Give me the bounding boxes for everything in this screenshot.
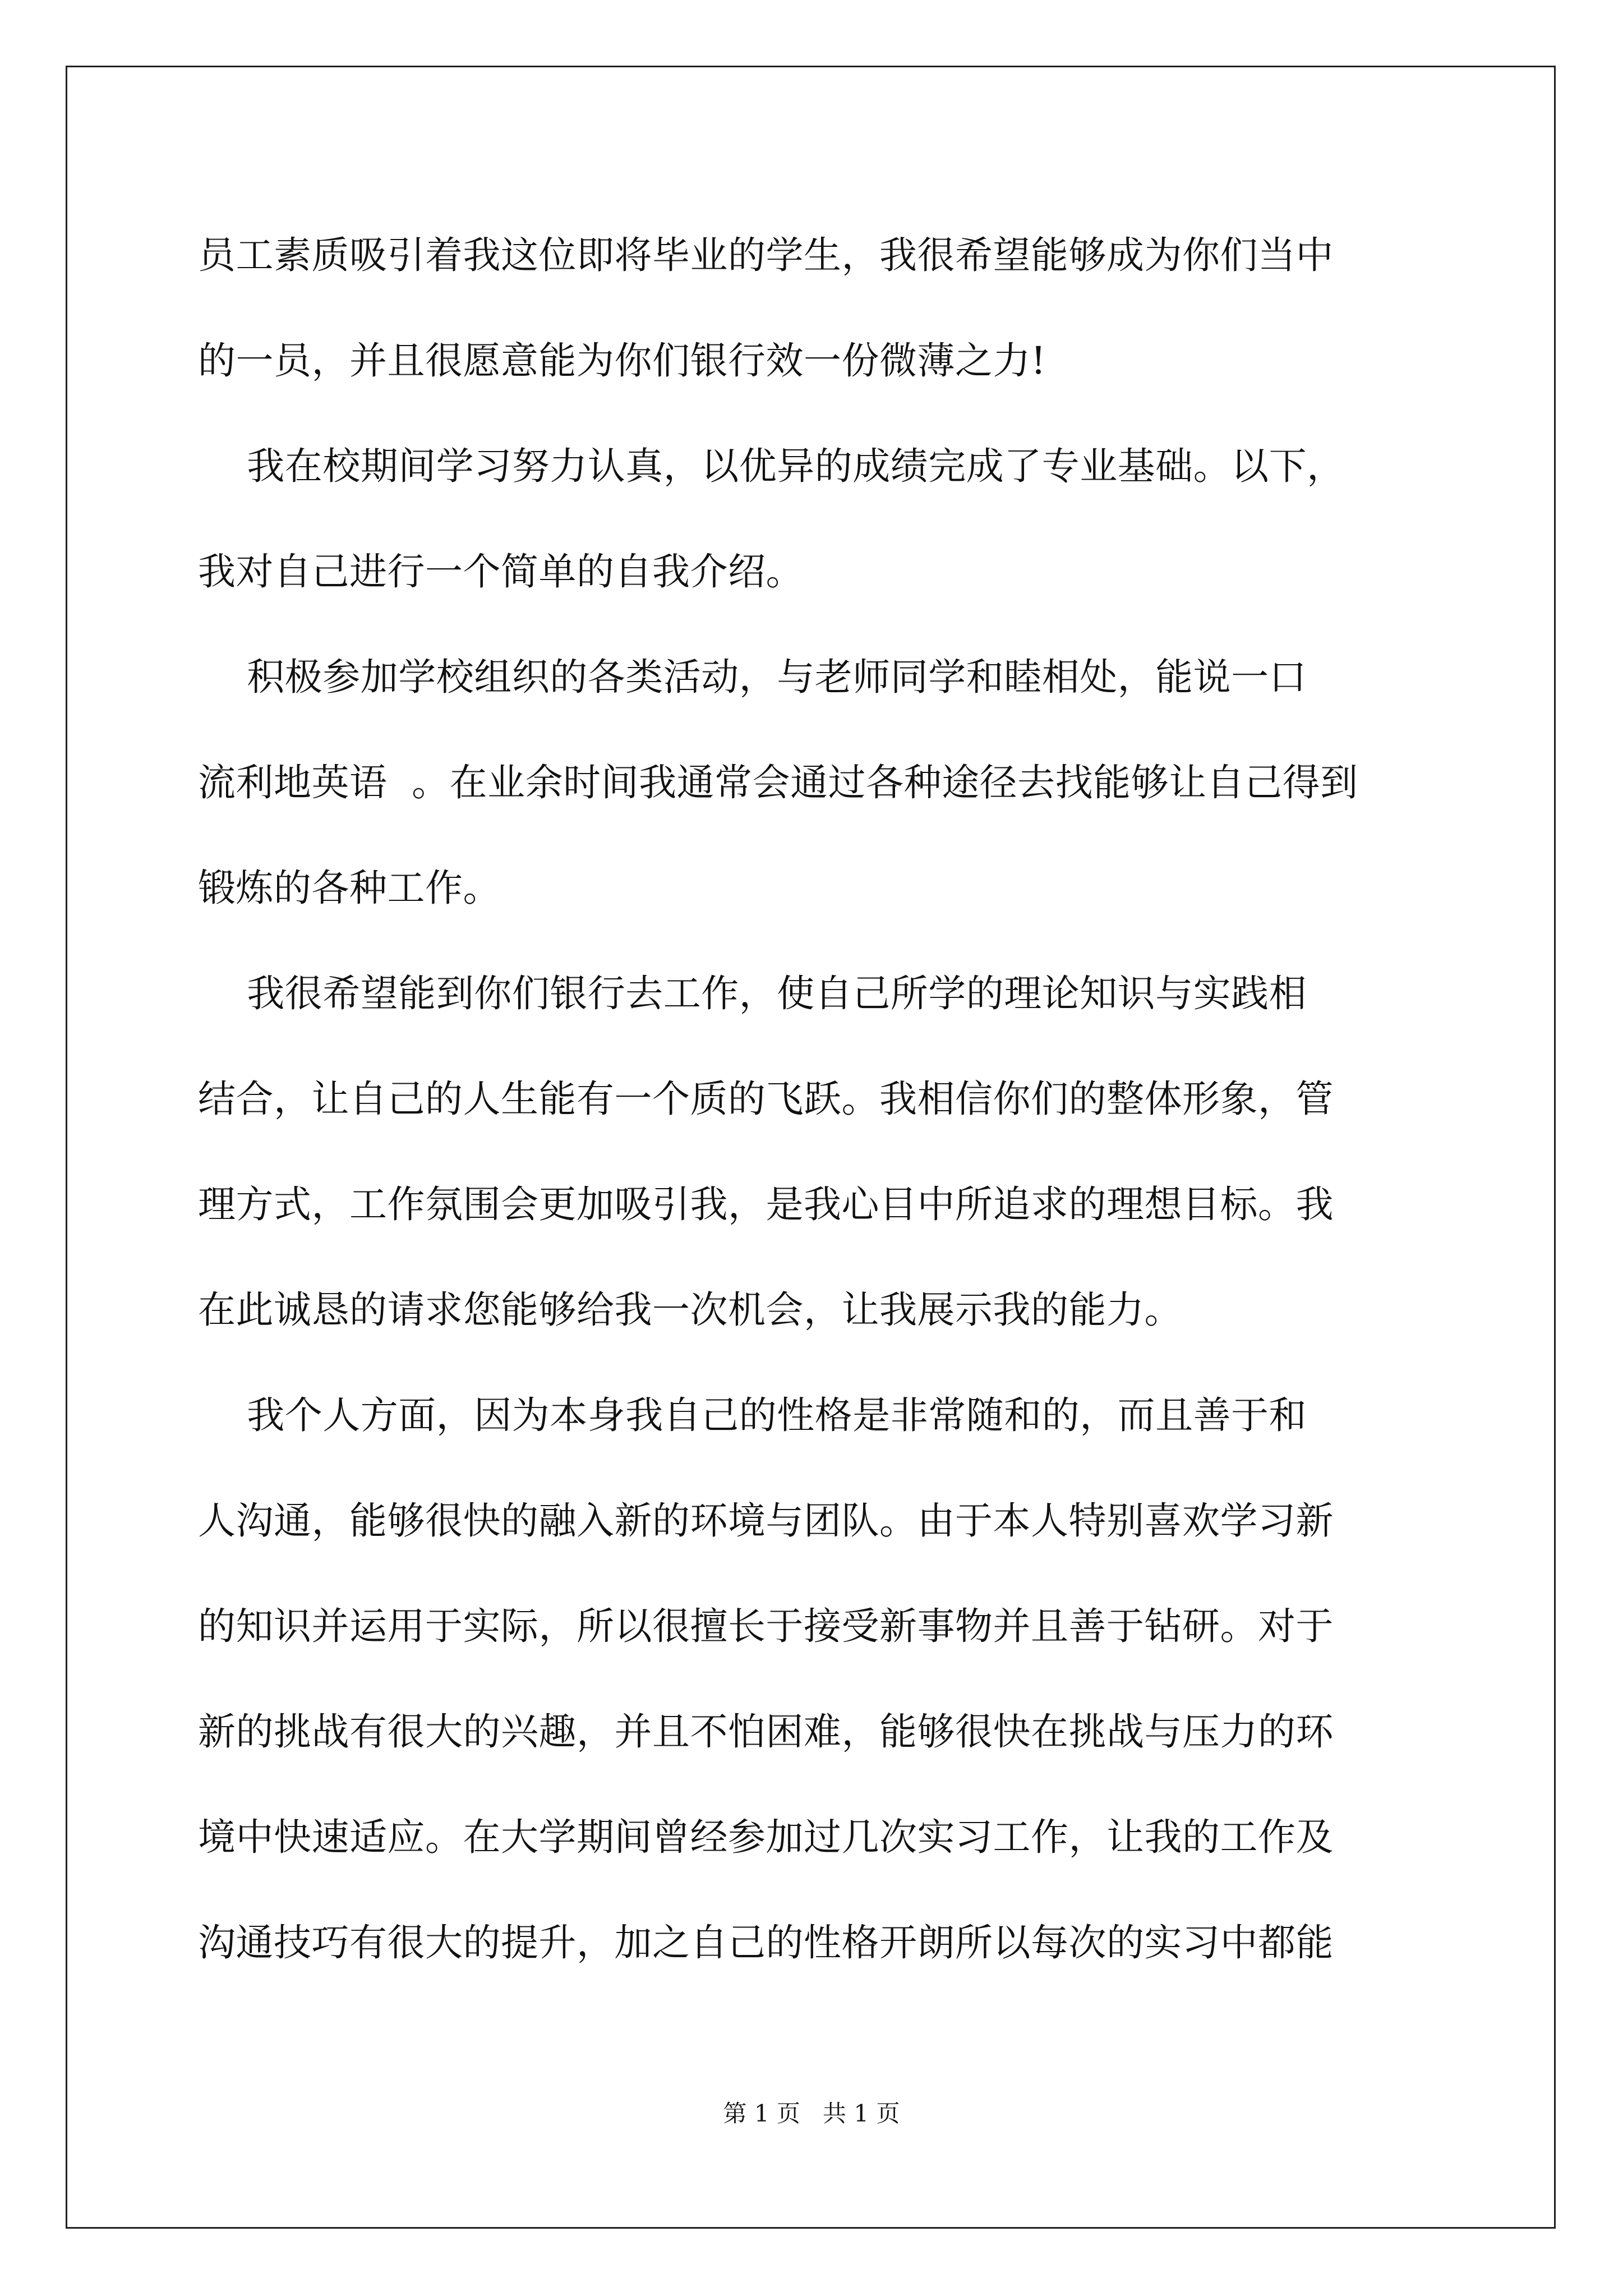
text-line-15: 新的挑战有很大的兴趣，并且不怕困难，能够很快在挑战与压力的环 <box>198 1710 1334 1754</box>
text-line-7: 锻炼的各种工作。 <box>198 866 501 910</box>
text-line-6: 流利地英语 。在业余时间我通常会通过各种途径去找能够让自己得到 <box>198 761 1358 804</box>
text-line-8: 我很希望能到你们银行去工作，使自己所学的理论知识与实践相 <box>198 972 1307 1015</box>
text-line-16: 境中快速适应。在大学期间曾经参加过几次实习工作，让我的工作及 <box>198 1815 1334 1859</box>
text-line-2: 的一员，并且很愿意能为你们银行效一份微薄之力! <box>198 339 1046 383</box>
page-border <box>66 66 1556 2229</box>
page-number-footer: 第 1 页 共 1 页 <box>723 2100 900 2127</box>
text-line-11: 在此诚恳的请求您能够给我一次机会，让我展示我的能力。 <box>198 1288 1182 1332</box>
text-line-12: 我个人方面，因为本身我自己的性格是非常随和的，而且善于和 <box>198 1393 1307 1437</box>
text-line-13: 人沟通，能够很快的融入新的环境与团队。由于本人特别喜欢学习新 <box>198 1499 1334 1543</box>
text-line-9: 结合，让自己的人生能有一个质的飞跃。我相信你们的整体形象，管 <box>198 1077 1334 1121</box>
text-line-14: 的知识并运用于实际，所以很擅长于接受新事物并且善于钻研。对于 <box>198 1604 1334 1648</box>
text-line-10: 理方式，工作氛围会更加吸引我，是我心目中所追求的理想目标。我 <box>198 1182 1334 1226</box>
text-line-17: 沟通技巧有很大的提升，加之自己的性格开朗所以每次的实习中都能 <box>198 1921 1334 1964</box>
text-line-5: 积极参加学校组织的各类活动，与老师同学和睦相处，能说一口 <box>198 655 1307 699</box>
text-line-3: 我在校期间学习努力认真，以优异的成绩完成了专业基础。以下， <box>198 444 1345 488</box>
text-line-4: 我对自己进行一个简单的自我介绍。 <box>198 550 804 593</box>
text-line-1: 员工素质吸引着我这位即将毕业的学生，我很希望能够成为你们当中 <box>198 233 1334 277</box>
